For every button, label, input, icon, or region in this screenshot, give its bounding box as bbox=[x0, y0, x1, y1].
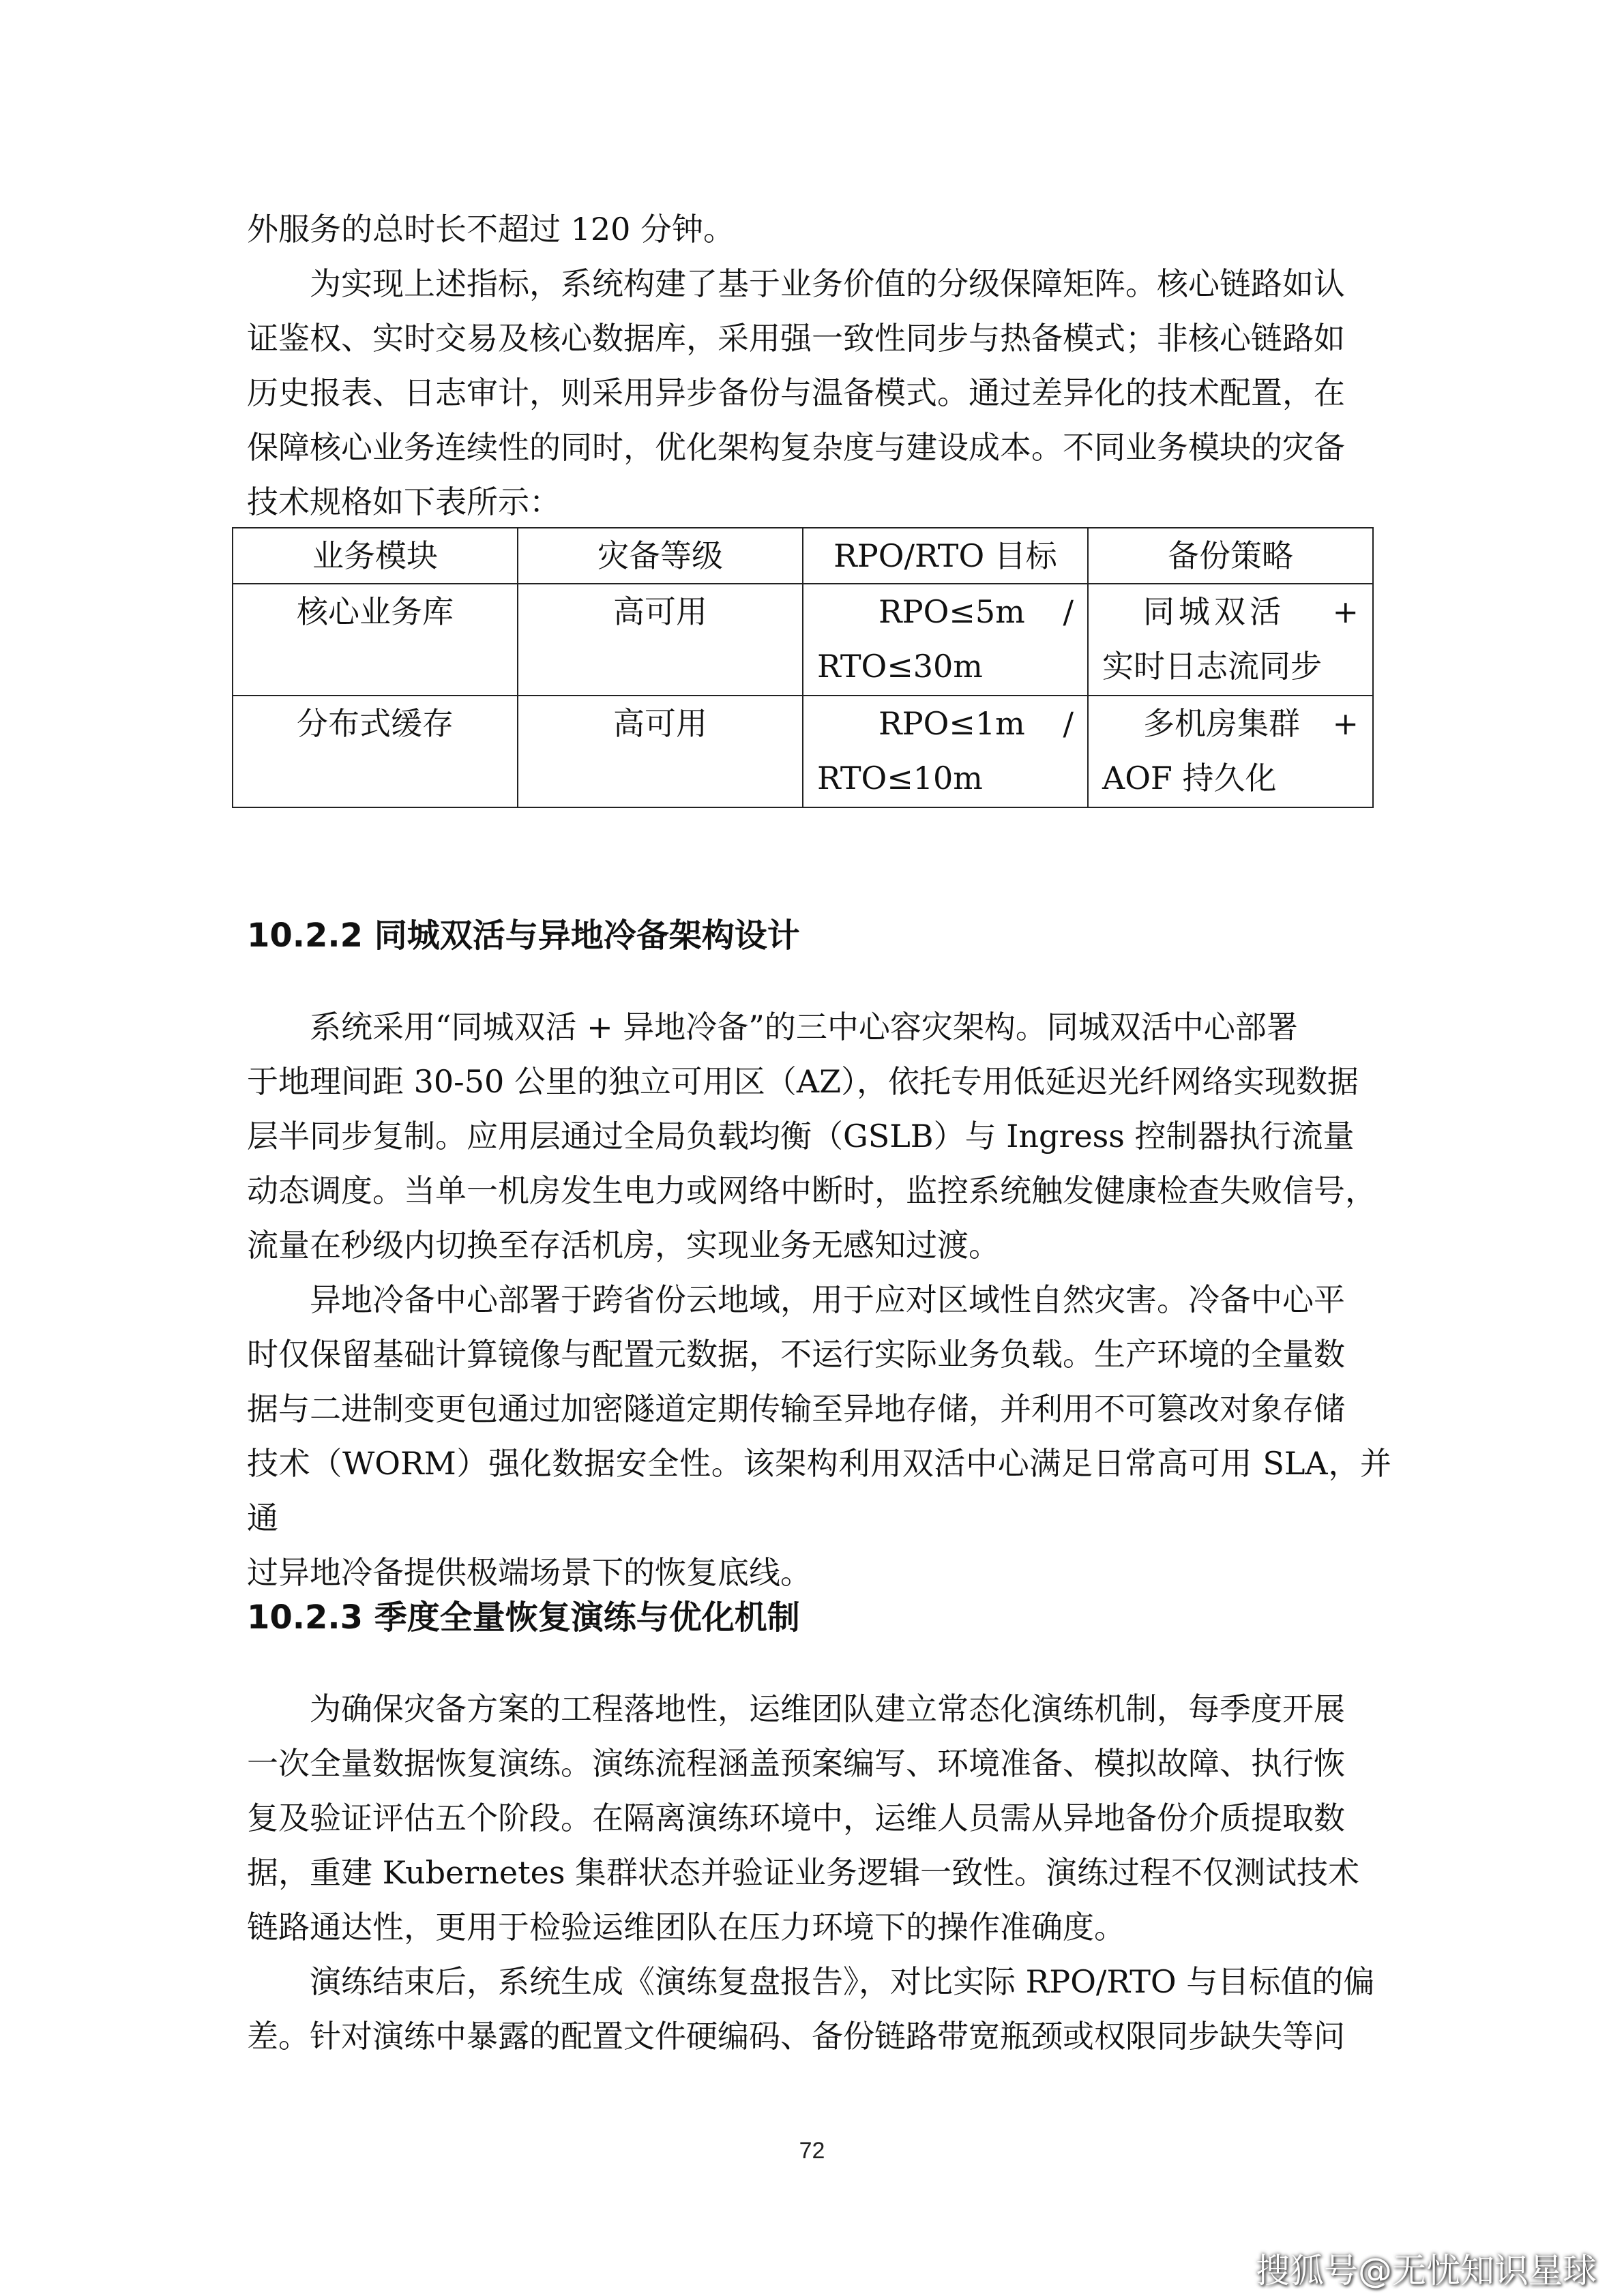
header-rpo-rto: RPO/RTO 目标 bbox=[803, 528, 1088, 584]
paragraph-line: 时仅保留基础计算镜像与配置元数据，不运行实际业务负载。生产环境的全量数 bbox=[247, 1336, 1345, 1373]
strategy-part-1: 多机房集群 bbox=[1143, 705, 1300, 742]
paragraph-line: 证鉴权、实时交易及核心数据库，采用强一致性同步与热备模式；非核心链路如 bbox=[247, 320, 1345, 357]
strategy-plus: + bbox=[1332, 593, 1359, 630]
rto-value: RTO≤30m bbox=[817, 648, 983, 685]
paragraph-line: 链路通达性，更用于检验运维团队在压力环境下的操作准确度。 bbox=[247, 1909, 1125, 1945]
paragraph-1 bbox=[247, 256, 1391, 529]
rpo-separator: / bbox=[1063, 705, 1074, 742]
paragraph-line: 过异地冷备提供极端场景下的恢复底线。 bbox=[247, 1554, 812, 1591]
paragraph-line: 差。针对演练中暴露的配置文件硬编码、备份链路带宽瓶颈或权限同步缺失等问 bbox=[247, 2018, 1345, 2055]
cell-module: 分布式缓存 bbox=[233, 696, 518, 807]
paragraph-line: 系统采用“同城双活 + 异地冷备”的三中心容灾架构。同城双活中心部署 bbox=[310, 1009, 1298, 1045]
strategy-plus: + bbox=[1332, 705, 1359, 742]
paragraph-line: 异地冷备中心部署于跨省份云地域，用于应对区域性自然灾害。冷备中心平 bbox=[310, 1281, 1345, 1318]
paragraph-line: 据，重建 Kubernetes 集群状态并验证业务逻辑一致性。演练过程不仅测试技术 bbox=[247, 1854, 1360, 1891]
cell-level: 高可用 bbox=[518, 584, 803, 696]
header-strategy: 备份策略 bbox=[1088, 528, 1373, 584]
paragraph-line: 为确保灾备方案的工程落地性，运维团队建立常态化演练机制，每季度开展 bbox=[310, 1690, 1345, 1727]
rpo-value: RPO≤5m bbox=[879, 593, 1025, 630]
paragraph-line: 为实现上述指标，系统构建了基于业务价值的分级保障矩阵。核心链路如认 bbox=[310, 265, 1345, 302]
page-number: 72 bbox=[799, 2138, 825, 2164]
cell-strategy bbox=[1088, 696, 1373, 807]
cell-module: 核心业务库 bbox=[233, 584, 518, 696]
header-level: 灾备等级 bbox=[518, 528, 803, 584]
paragraph-line: 外服务的总时长不超过 120 分钟。 bbox=[247, 211, 735, 248]
strategy-part-2: AOF 持久化 bbox=[1102, 760, 1277, 796]
strategy-part-1: 同城双活 bbox=[1143, 593, 1285, 630]
paragraph-line: 于地理间距 30-50 公里的独立可用区（AZ），依托专用低延迟光纤网络实现数据 bbox=[247, 1063, 1359, 1100]
cell-rpo-rto bbox=[803, 696, 1088, 807]
section-heading-10-2-3: 10.2.3 季度全量恢复演练与优化机制 bbox=[247, 1598, 800, 1637]
strategy-part-2: 实时日志流同步 bbox=[1102, 648, 1322, 685]
paragraph-line: 历史报表、日志审计，则采用异步备份与温备模式。通过差异化的技术配置，在 bbox=[247, 374, 1345, 411]
cell-level: 高可用 bbox=[518, 696, 803, 807]
rto-value: RTO≤10m bbox=[817, 760, 983, 796]
table-header-row bbox=[233, 528, 1373, 584]
rpo-value: RPO≤1m bbox=[879, 705, 1025, 742]
paragraph-line: 技术（WORM）强化数据安全性。该架构利用双活中心满足日常高可用 SLA，并通 bbox=[247, 1445, 1391, 1536]
paragraph-line: 层半同步复制。应用层通过全局负载均衡（GSLB）与 Ingress 控制器执行流量 bbox=[247, 1118, 1355, 1154]
paragraph-3 bbox=[247, 1272, 1391, 1600]
paragraph-line: 动态调度。当单一机房发生电力或网络中断时，监控系统触发健康检查失败信号， bbox=[247, 1172, 1376, 1209]
rpo-separator: / bbox=[1063, 593, 1074, 630]
watermark-text: 搜狐号@无忧知识星球 bbox=[1256, 2251, 1597, 2291]
paragraph-line: 据与二进制变更包通过加密隧道定期传输至异地存储，并利用不可篡改对象存储 bbox=[247, 1390, 1345, 1427]
paragraph-line: 一次全量数据恢复演练。演练流程涵盖预案编写、环境准备、模拟故障、执行恢 bbox=[247, 1745, 1345, 1782]
header-module: 业务模块 bbox=[233, 528, 518, 584]
section-heading-10-2-2: 10.2.2 同城双活与异地冷备架构设计 bbox=[247, 916, 800, 955]
paragraph-line: 复及验证评估五个阶段。在隔离演练环境中，运维人员需从异地备份介质提取数 bbox=[247, 1800, 1345, 1836]
paragraph-5 bbox=[247, 1954, 1391, 2063]
paragraph-line: 技术规格如下表所示： bbox=[247, 483, 561, 520]
table-row bbox=[233, 696, 1373, 807]
paragraph-line: 演练结束后，系统生成《演练复盘报告》，对比实际 RPO/RTO 与目标值的偏 bbox=[310, 1963, 1375, 2000]
paragraph-4 bbox=[247, 1682, 1391, 1954]
paragraph-0 bbox=[247, 202, 1391, 256]
cell-strategy bbox=[1088, 584, 1373, 696]
paragraph-line: 保障核心业务连续性的同时，优化架构复杂度与建设成本。不同业务模块的灾备 bbox=[247, 429, 1345, 466]
paragraph-2 bbox=[247, 1000, 1391, 1272]
paragraph-line: 流量在秒级内切换至存活机房，实现业务无感知过渡。 bbox=[247, 1227, 1000, 1264]
table-row bbox=[233, 584, 1373, 696]
cell-rpo-rto bbox=[803, 584, 1088, 696]
dr-spec-table bbox=[232, 527, 1374, 808]
